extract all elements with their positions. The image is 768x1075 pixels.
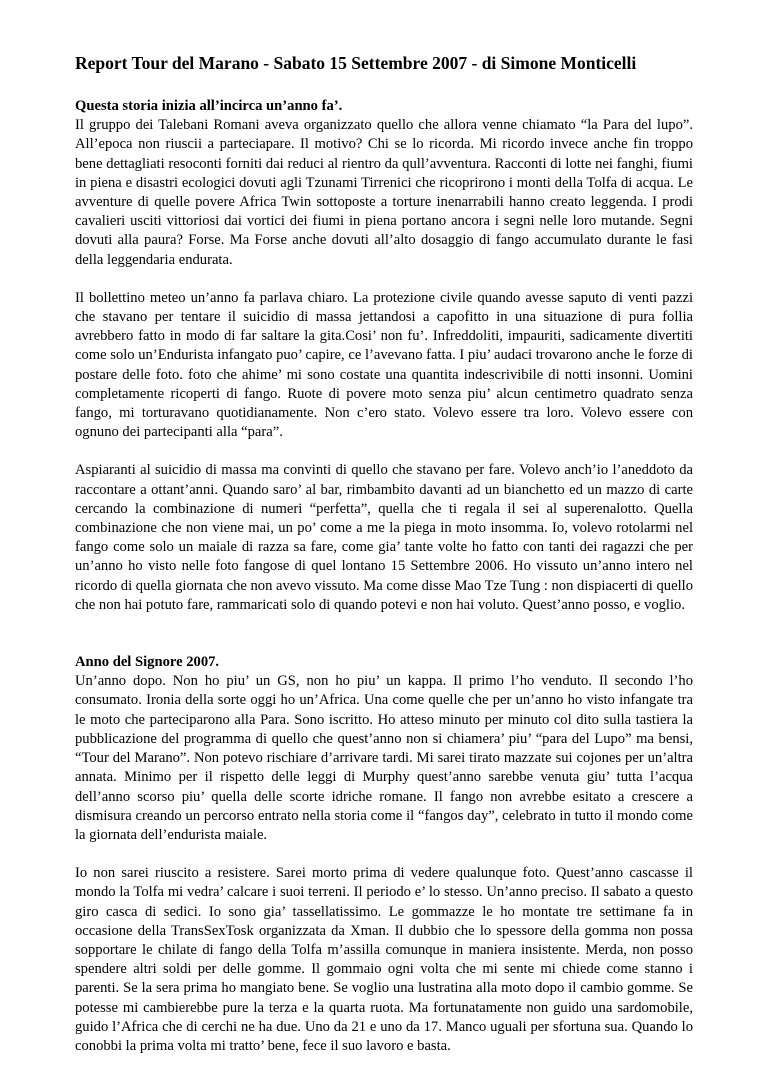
paragraph: Aspiaranti al suicidio di massa ma convinti di quello che stavano per fare. Volevo anch’io l’aneddoto da raccontare a ottant’anni. Quando saro’ al bar, rimbambito davanti ad un bianchetto ed un mazzo di carte cercando la combinazione di numeri “perfetta”, quella che ti regala il sei al superenalotto. Quella combinazione che non viene mai, un po’ come a me la piega in moto insomma. Io, volevo rotolarmi nel fango come solo un maiale di razza sa fare, come gia’ tante volte ho fatto con tanti dei ragazzi che per un’anno ho visto nelle foto fangose di quel lontano 15 Settembre 2006. Ho vissuto un’anno intero nel ricordo di quella giornata che non avevo vissuto. Ma come disse Mao Tze Tung : non dispiacerti di quello che non hai potuto fare, rammaricati solo di quando potevi e non hai voluto. Quest’anno posso, e voglio. — [75, 462, 693, 613]
section-heading: Anno del Signore 2007. — [75, 654, 220, 671]
document-title: Report Tour del Marano - Sabato 15 Settembre 2007 - di Simone Monticelli — [75, 53, 637, 73]
paragraph — [75, 97, 693, 270]
paragraph-text: Il gruppo dei Talebani Romani aveva organizzato quello che allora venne chiamato “la Para del lupo”. All’epoca non riuscii a parteciapare. Il motivo? Chi se lo ricorda. Mi ricordo invece anche fin troppo bene dettagliati resoconti forniti dai reduci al rientro da qull’avventura. Racconti di lotte nei fanghi, fiumi in piena e disastri ecologici dovuti agli Tzunami Tirrenici che ricoprirono i monti della Tolfa di acqua. Le avventure di quelle povere Africa Twin sottoposte a torture inenarrabili hanno creato leggenda. I prodi cavalieri usciti vittoriosi dai vortici dei fiumi in piena portano ancora i segni nelle loro mutande. Segni dovuti alla paura? Forse. Ma Forse anche dovuti all’alto dosaggio di fango accumulato durante le fasi della leggendaria endurata. — [75, 117, 693, 268]
paragraph-text: Un’anno dopo. Non ho piu’ un GS, non ho piu’ un kappa. Il primo l’ho venduto. Il secondo l’ho consumato. Ironia della sorte oggi ho un’Africa. Una come quelle che per un’anno ho visto infangate tra le moto che parteciparono alla Para. Sono iscritto. Ho atteso minuto per minuto col dito sulla tastiera la pubblicazione del programma di quello che quest’anno non si chiamera’ piu’ “para del Lupo” ma bensi, “Tour del Marano”. Non potevo rischiare d’arrivare tardi. Mi sarei tirato mazzate sui cojones per un’altra annata. Minimo per il rispetto delle leggi di Murphy quest’anno sarebbe venuta giu’ tutta l’acqua dell’anno scorso piu’ quella delle scorte idriche romane. Il fango non avrebbe esitato a crescere a dismisura creando un percorso entrato nella storia come il “fangos day”, celebrato in tutto il mondo come la giornata dell’endurista maiale. — [75, 673, 693, 843]
section-heading: Questa storia inizia all’incirca un’anno fa’. — [75, 98, 343, 114]
paragraph: Il bollettino meteo un’anno fa parlava chiaro. La protezione civile quando avesse saputo di venti pazzi che stavano per tentare il suicidio di massa jettandosi a capofitto in una situazione di pura follia avrebbero fatto in modo di far saltare la gita.Cosi’ non fu’. Infreddoliti, impauriti, sadicamente divertiti come solo un’Endurista infangato puo’ capire, ce l’avevano fatta. I piu’ audaci trovarono anche le forze di postare delle foto. foto che ahime’ mi sono costate una quantita indescrivibile di notti insonni. Uomini completamente ricoperti di fango. Ruote di povere moto senza piu’ alcun centimetro quadrato senza fango, mi torturavano quotidianamente. Non c’ero stato. Volevo essere tra loro. Volevo essere con ognuno dei partecipanti alla “para”. — [75, 289, 693, 441]
section-spacer — [75, 634, 693, 653]
document-page — [75, 52, 693, 1075]
paragraph: Io non sarei riuscito a resistere. Sarei morto prima di vedere qualunque foto. Quest’anno cascasse il mondo la Tolfa mi vedra’ calcare i suoi terreni. Il periodo e’ lo stesso. Un’anno preciso. Il sabato a questo giro casca di sedici. Io sono gia’ tassellatissimo. Le gommazze le ho montate tre settimane fa in occasione della TransSexTosk organizzata da Xman. Il dubbio che lo spessore della gomma non possa sopportare le chilate di fango della Tolfa m’assilla comunque in maniera insistente. Merda, non posso spendere altri soldi per delle gomme. Il gommaio ogni volta che mi sente mi chiede come stanno i parenti. Se la sera prima ho mangiato bene. Se voglio una lustratina alla moto dopo il cambio gomme. Se potesse mi cambierebbe pure la terza e la quarta ruota. Ma fortunatamente non guido una sardomobile, guido l’Africa che di cerchi ne ha due. Uno da 21 e uno da 17. Manco uguali per sfortuna sua. Quando lo conobbi la prima volta mi tratto’ bene, fece il suo lavoro e basta. — [75, 865, 693, 1054]
paragraph — [75, 653, 693, 845]
